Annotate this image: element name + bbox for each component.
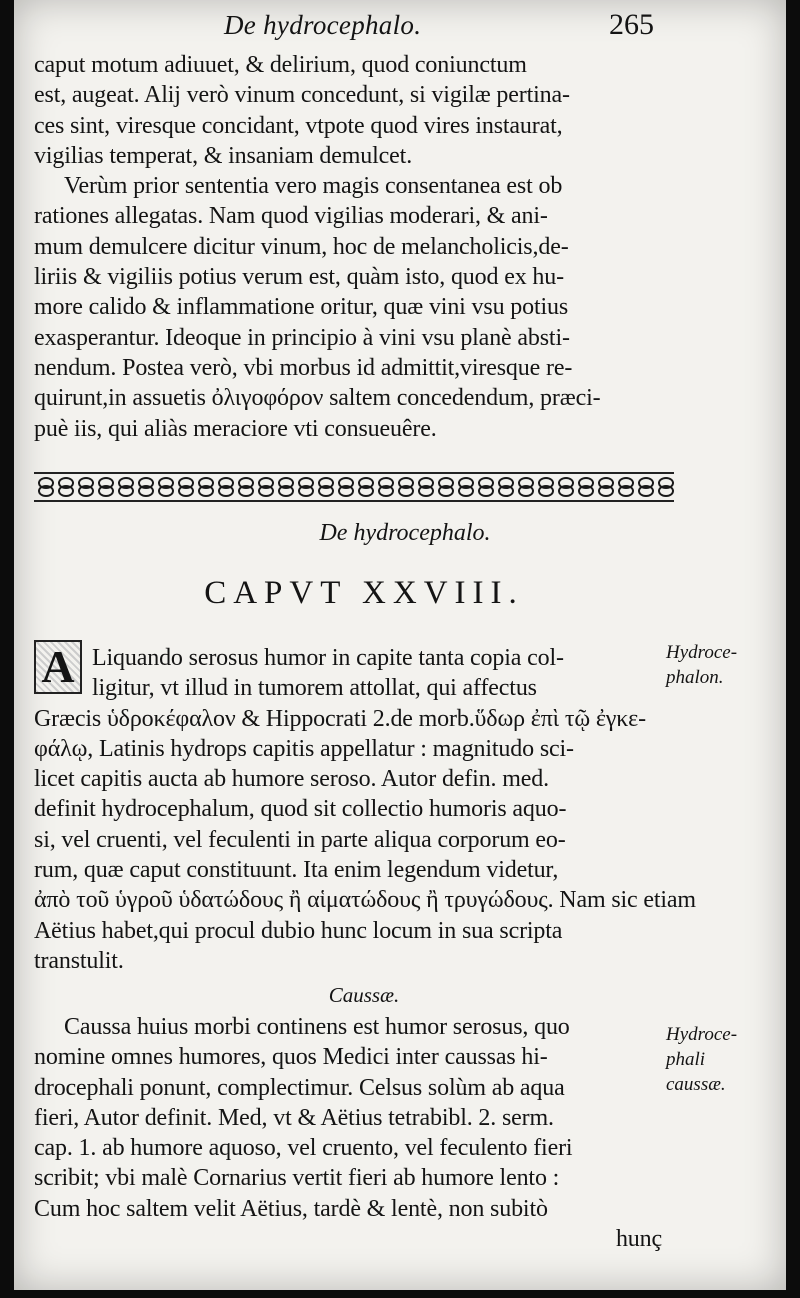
catchword: hunç [615, 1226, 662, 1253]
text-line: caput motum adiuuet, & delirium, quod coniunctum [34, 52, 527, 78]
page-number: 265 [609, 8, 654, 41]
ornamental-border [34, 472, 674, 502]
text-line: vigilias temperat, & insaniam demulcet. [34, 142, 413, 169]
margin-note-line: phali [666, 1049, 706, 1070]
drop-cap: A [34, 640, 82, 694]
book-page [14, 0, 786, 1290]
margin-note-line: Hydroce- [666, 642, 738, 663]
text-line: quirunt,in assuetis ὀλιγοφόρον saltem concedendum, præci- [34, 385, 601, 412]
text-line: est, augeat. Alij verò vinum concedunt, si vigilæ pertina- [34, 82, 570, 109]
text-line: exasperantur. Ideoque in principio à vini vsu planè absti- [34, 324, 570, 351]
text-line: ligitur, vt illud in tumorem attollat, qui affectus [92, 675, 537, 702]
text-line: si, vel cruenti, vel feculenti in parte aliqua corporum eo- [34, 826, 566, 853]
margin-note-hydrocephalon [666, 640, 786, 690]
text-line: Cum hoc saltem velit Aëtius, tardè & lentè, non subitò [34, 1195, 548, 1222]
text-line: Liquando serosus humor in capite tanta copia col- [92, 645, 564, 671]
page-header [14, 6, 786, 46]
text-line: definit hydrocephalum, quod sit collectio humoris aquo- [34, 796, 567, 823]
text-block-1 [34, 50, 674, 444]
text-line: rationes allegatas. Nam quod vigilias moderari, & ani- [34, 203, 548, 230]
text-line: licet capitis aucta ab humore seroso. Autor defin. med. [34, 766, 549, 793]
text-block-3 [34, 1012, 674, 1254]
text-line: fieri, Autor definit. Med, vt & Aëtius tetrabibl. 2. serm. [34, 1104, 554, 1131]
text-line: Verùm prior sententia vero magis consentanea est ob [64, 173, 563, 200]
text-line: cap. 1. ab humore aquoso, vel cruento, vel feculento fieri [34, 1135, 573, 1162]
text-line: drocephali ponunt, complectimur. Celsus solùm ab aqua [34, 1074, 565, 1101]
text-line: liriis & vigiliis potius verum est, quàm isto, quod ex hu- [34, 264, 564, 291]
text-line: nomine omnes humores, quos Medici inter caussas hi- [34, 1044, 548, 1071]
text-line: scribit; vbi malè Cornarius vertit fieri ab humore lento : [34, 1165, 560, 1192]
text-line: Caussa huius morbi continens est humor serosus, quo [64, 1014, 570, 1040]
margin-note-line: caussæ. [666, 1074, 726, 1095]
margin-note-line: Hydroce- [666, 1024, 738, 1045]
text-line: transtulit. [34, 947, 124, 974]
text-line: ἀπὸ τοῦ ὑγροῦ ὑδατώδους ἢ αἱματώδους ἢ τρυγώδους. Nam sic etiam [34, 887, 696, 914]
text-line: Græcis ὑδροκέφαλον & Hippocrati 2.de morb.ὕδωρ ἐπὶ τῷ ἐγκε- [34, 705, 646, 732]
text-line: rum, quæ caput constituunt. Ita enim legendum videtur, [34, 857, 559, 884]
margin-note-caussae [666, 1022, 786, 1097]
section-heading: Caussæ. [328, 983, 400, 1007]
margin-note-line: phalon. [666, 667, 724, 688]
text-line: puè iis, qui aliàs meraciore vti consueuêre. [34, 415, 437, 442]
chapter-title: CAPVT XXVIII. [204, 575, 524, 611]
text-line: φάλῳ, Latinis hydrops capitis appellatur : magnitudo sci- [34, 735, 574, 762]
text-line: Aëtius habet,qui procul dubio hunc locum in sua scripta [34, 917, 563, 944]
running-head: De hydrocephalo. [224, 10, 422, 40]
text-line: nendum. Postea verò, vbi morbus id admittit,viresque re- [34, 354, 573, 381]
text-line: mum demulcere dicitur vinum, hoc de melancholicis,de- [34, 233, 569, 260]
text-line: ces sint, viresque concidant, vtpote quod vires instaurat, [34, 112, 563, 139]
chapter-subtitle: De hydrocephalo. [319, 520, 491, 546]
text-line: more calido & inflammatione oritur, quæ vini vsu potius [34, 294, 569, 321]
